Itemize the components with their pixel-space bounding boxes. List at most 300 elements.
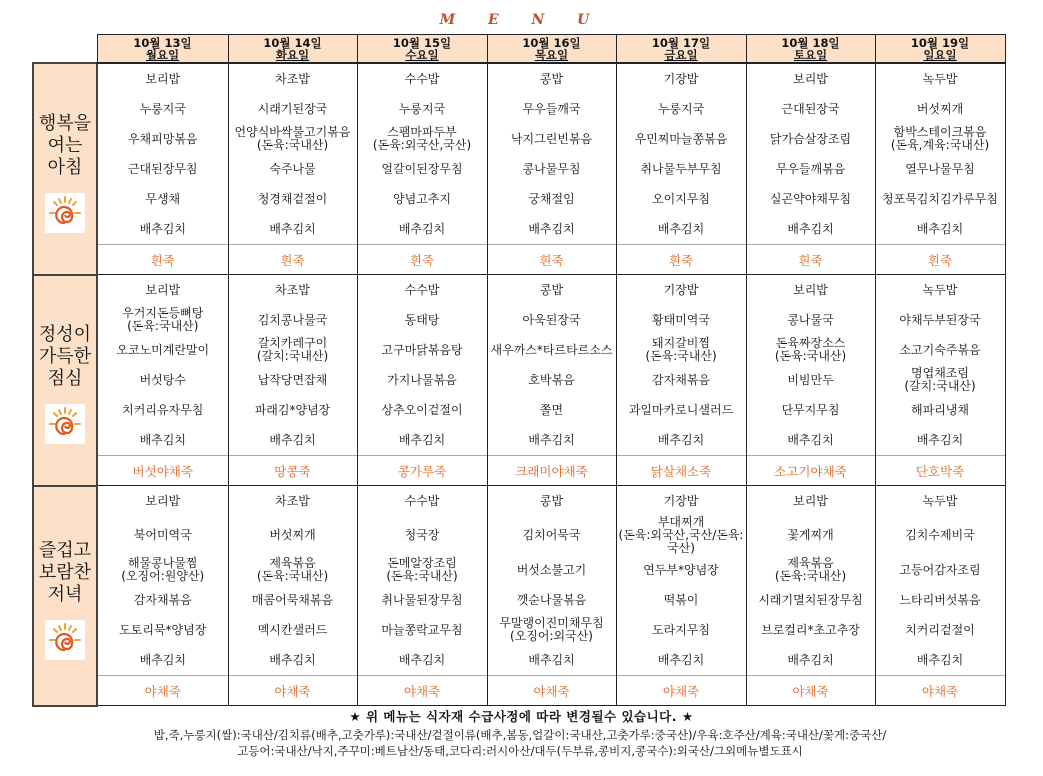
dish-name: 기장밥 <box>663 71 699 86</box>
menu-item <box>97 154 228 184</box>
day-date: 10월 13일 <box>133 35 192 50</box>
dish-name: 녹두밥 <box>922 282 958 297</box>
menu-item <box>875 486 1005 517</box>
menu-item <box>487 555 616 585</box>
menu-row <box>33 615 1005 645</box>
dish-name: 콩나물국 <box>787 312 834 327</box>
menu-item <box>97 395 228 425</box>
menu-item <box>97 516 228 555</box>
menu-item <box>616 214 746 245</box>
menu-item <box>228 615 357 645</box>
menu-item <box>487 275 616 306</box>
dish-name: 도라지무침 <box>652 622 710 637</box>
menu-item <box>228 214 357 245</box>
porridge-item: 야채죽 <box>875 676 1005 706</box>
menu-item <box>97 615 228 645</box>
dish-name: 돈메알장조림 <box>387 556 457 570</box>
dish-name: 치커리겉절이 <box>905 622 975 637</box>
dish-name: 우채피망볶음 <box>127 131 198 146</box>
dish-name: 취나물두부무침 <box>640 161 722 176</box>
menu-item <box>875 425 1005 456</box>
menu-item <box>746 154 875 184</box>
day-weekday: 토요일 <box>793 47 828 62</box>
origin-note: (오징어:원양산) <box>121 569 205 583</box>
dish-name: 함박스테이크볶음 <box>893 125 987 139</box>
menu-item <box>746 516 875 555</box>
porridge-item: 야채죽 <box>228 676 357 706</box>
dish-name: 근대된장국 <box>781 101 840 116</box>
day-weekday: 일요일 <box>923 47 957 62</box>
menu-row <box>33 94 1005 124</box>
menu-item <box>97 335 228 365</box>
menu-item <box>616 645 746 676</box>
menu-item <box>487 615 616 645</box>
menu-item <box>97 214 228 245</box>
menu-item <box>746 585 875 615</box>
menu-item <box>616 395 746 425</box>
menu-row <box>33 275 1005 306</box>
menu-item <box>357 275 487 306</box>
porridge-item: 닭살채소죽 <box>616 456 746 486</box>
menu-row <box>33 184 1005 214</box>
porridge-item: 흰죽 <box>616 245 746 275</box>
dish-name: 배추김치 <box>916 432 964 447</box>
menu-row <box>33 63 1005 94</box>
dish-name: 쫄면 <box>539 402 564 417</box>
dish-name: 배추김치 <box>528 652 575 667</box>
dish-name: 배추김치 <box>398 221 446 236</box>
menu-row <box>33 365 1005 395</box>
origin-line-1: 밥,죽,누룽지(쌀):국내산/김치류(배추,고춧가루):국내산/겉절이류(배추,봄동,얼갈이:국내산,고춧가루:중국산)/우육:호주산/계육:국내산/꽃게:중국산/ <box>153 728 887 742</box>
dish-name: 누룽지국 <box>398 101 446 116</box>
menu-item <box>357 395 487 425</box>
menu-item <box>616 305 746 335</box>
day-header <box>616 35 746 64</box>
dish-name: 보리밥 <box>793 493 828 508</box>
meal-label-line: 정성이 <box>38 324 92 345</box>
meal-label-cell <box>33 486 97 706</box>
dish-name: 깻순나물볶음 <box>516 592 587 607</box>
dish-name: 차조밥 <box>275 71 310 86</box>
dish-name: 버섯찌개 <box>916 101 964 116</box>
menu-item <box>616 275 746 306</box>
dish-name: 콩나물무침 <box>522 161 581 176</box>
dish-name: 배추김치 <box>269 221 316 236</box>
menu-item <box>357 585 487 615</box>
porridge-item: 야채죽 <box>97 676 228 706</box>
menu-item <box>97 124 228 154</box>
menu-item <box>487 645 616 676</box>
menu-item <box>616 365 746 395</box>
menu-item <box>746 305 875 335</box>
meal-label-line: 행복을 <box>38 112 92 134</box>
dish-name: 무생채 <box>145 191 181 206</box>
porridge-item: 야채죽 <box>616 676 746 706</box>
menu-item <box>875 94 1005 124</box>
dish-name: 호박볶음 <box>528 372 575 387</box>
menu-item <box>746 555 875 585</box>
menu-item <box>616 585 746 615</box>
sun-swirl-icon <box>45 404 85 444</box>
dish-name: 무우들깨볶음 <box>775 161 846 176</box>
dish-name: 차조밥 <box>275 493 310 508</box>
menu-item <box>357 516 487 555</box>
dish-name: 제육볶음 <box>269 556 316 570</box>
dish-name: 부대찌개 <box>657 515 705 529</box>
dish-name: 열무나물무침 <box>905 161 975 176</box>
porridge-item: 단호박죽 <box>875 456 1005 486</box>
menu-item <box>746 124 875 154</box>
menu-item <box>616 516 746 555</box>
dish-name: 황태미역국 <box>652 312 710 327</box>
menu-item <box>616 94 746 124</box>
menu-row <box>33 585 1005 615</box>
meal-label <box>34 532 96 606</box>
dish-name: 고등어감자조림 <box>899 562 981 577</box>
dish-name: 닭가슴살장조림 <box>769 131 852 146</box>
menu-item <box>97 486 228 517</box>
dish-name: 도토리묵*양념장 <box>119 622 207 637</box>
sun-swirl-icon <box>45 193 85 233</box>
menu-item <box>357 645 487 676</box>
porridge-item: 땅콩죽 <box>228 456 357 486</box>
dish-name: 버섯찌개 <box>269 528 316 542</box>
menu-item <box>487 214 616 245</box>
meal-label-line: 여는 <box>47 134 83 156</box>
porridge-item: 콩가루죽 <box>357 456 487 486</box>
menu-item <box>97 184 228 214</box>
day-header <box>746 35 875 64</box>
dish-name: 김치어묵국 <box>522 528 581 542</box>
dish-name: 돈육짜장소스 <box>775 336 846 350</box>
dish-name: 배추김치 <box>787 221 834 236</box>
menu-item <box>746 184 875 214</box>
menu-item <box>97 94 228 124</box>
menu-item <box>228 94 357 124</box>
dish-name: 보리밥 <box>793 282 828 297</box>
meal-label-line: 보람찬 <box>38 561 92 583</box>
menu-row <box>33 395 1005 425</box>
menu-item <box>746 486 875 517</box>
dish-name: 우민찌마늘쫑볶음 <box>634 131 728 146</box>
day-date: 10월 18일 <box>781 35 840 50</box>
origin-line-2: 고등어:국내산/낙지,주꾸미:베트남산/동태,코다리:러시아산/대두(두부류,콩비지,콩국수):외국산/그외메뉴별도표시 <box>237 744 803 758</box>
porridge-item: 소고기야채죽 <box>746 456 875 486</box>
menu-item <box>357 365 487 395</box>
dish-name: 수수밥 <box>404 282 440 297</box>
dish-name: 마늘쫑락교무침 <box>381 622 463 637</box>
dish-name: 스팸마파두부 <box>387 125 457 139</box>
day-header <box>875 35 1005 64</box>
dish-name: 배추김치 <box>916 652 964 667</box>
dish-name: 배추김치 <box>139 432 186 447</box>
day-date: 10월 15일 <box>392 35 452 50</box>
origin-note: (돈육:국내산) <box>774 349 847 363</box>
dish-name: 보리밥 <box>145 71 181 86</box>
menu-item <box>97 425 228 456</box>
day-weekday: 월요일 <box>145 47 180 62</box>
menu-item <box>875 615 1005 645</box>
dish-name: 녹두밥 <box>922 493 958 508</box>
menu-item <box>616 486 746 517</box>
day-weekday: 화요일 <box>275 47 310 62</box>
dish-name: 궁채절임 <box>528 191 575 206</box>
menu-item <box>616 124 746 154</box>
dish-name: 배추김치 <box>398 652 446 667</box>
dish-name: 비빔만두 <box>787 372 834 387</box>
porridge-item: 흰죽 <box>875 245 1005 275</box>
menu-item <box>746 395 875 425</box>
day-date: 10월 19일 <box>910 35 970 50</box>
porridge-row <box>33 245 1005 275</box>
menu-item <box>228 585 357 615</box>
dish-name: 감자채볶음 <box>652 372 710 387</box>
menu-item <box>228 425 357 456</box>
dish-name: 배추김치 <box>528 221 575 236</box>
dish-name: 차조밥 <box>275 282 310 297</box>
menu-item <box>875 154 1005 184</box>
dish-name: 수수밥 <box>404 493 440 508</box>
day-weekday: 수요일 <box>405 47 439 62</box>
porridge-item: 흰죽 <box>97 245 228 275</box>
dish-name: 배추김치 <box>657 652 705 667</box>
day-weekday: 금요일 <box>664 47 698 62</box>
dish-name: 돼지갈비찜 <box>652 336 710 350</box>
dish-name: 실곤약야채무침 <box>769 191 852 206</box>
dish-name: 얼갈이된장무침 <box>381 161 463 176</box>
origin-note: (갈치:국내산) <box>904 379 976 393</box>
porridge-item: 야채죽 <box>487 676 616 706</box>
dish-name: 버섯탕수 <box>139 372 186 387</box>
menu-item <box>228 154 357 184</box>
menu-item <box>228 275 357 306</box>
dish-name: 치커리유자무침 <box>122 402 204 417</box>
dish-name: 새우까스*타르타르소스 <box>490 342 613 357</box>
dish-name: 과일마카로니샐러드 <box>628 402 734 417</box>
origin-note: (오징어:외국산) <box>510 629 593 643</box>
porridge-row <box>33 456 1005 486</box>
porridge-item: 흰죽 <box>746 245 875 275</box>
day-date: 10월 14일 <box>263 35 322 50</box>
menu-row <box>33 425 1005 456</box>
day-date: 10월 16일 <box>522 35 581 50</box>
menu-item <box>746 63 875 94</box>
dish-name: 제육볶음 <box>787 556 834 570</box>
corner-cell <box>33 35 97 64</box>
porridge-item: 흰죽 <box>228 245 357 275</box>
dish-name: 배추김치 <box>657 221 705 236</box>
dish-name: 콩밥 <box>539 493 564 508</box>
menu-item <box>616 555 746 585</box>
dish-name: 청포묵김치김가루무침 <box>882 191 998 206</box>
menu-item <box>357 214 487 245</box>
origin-note: (갈치:국내산) <box>256 349 329 363</box>
origin-note: (돈육,계육:국내산) <box>890 138 990 152</box>
menu-item <box>228 124 357 154</box>
dish-name: 양념고추지 <box>393 191 451 206</box>
notice: ★ 위 메뉴는 식자재 수급사정에 따라 변경될수 있습니다. ★ <box>349 709 694 724</box>
dish-name: 낙지그린빈볶음 <box>510 131 593 146</box>
dish-name: 떡볶이 <box>663 592 699 607</box>
menu-item <box>97 275 228 306</box>
menu-item <box>357 486 487 517</box>
menu-item <box>357 615 487 645</box>
dish-name: 아욱된장국 <box>522 312 581 327</box>
dish-name: 배추김치 <box>528 432 575 447</box>
dish-name: 보리밥 <box>145 282 181 297</box>
menu-item <box>616 154 746 184</box>
menu-item <box>97 555 228 585</box>
origin-note: (돈육:국내산) <box>256 138 329 152</box>
menu-item <box>875 516 1005 555</box>
dish-name: 우거지돈등뼈탕 <box>122 306 204 320</box>
dish-name: 배추김치 <box>139 652 186 667</box>
menu-item <box>487 365 616 395</box>
dish-name: 브로컬리*초고추장 <box>761 622 860 637</box>
menu-item <box>746 214 875 245</box>
menu-row <box>33 486 1005 517</box>
origin-note: (돈육:국내산) <box>774 569 847 583</box>
dish-name: 느타리버섯볶음 <box>899 592 981 607</box>
menu-item <box>97 365 228 395</box>
dish-name: 무말랭이진미채무침 <box>499 616 604 630</box>
dish-name: 매콤어묵채볶음 <box>251 592 334 607</box>
menu-item <box>746 335 875 365</box>
dish-name: 누룽지국 <box>657 101 705 116</box>
dish-name: 해물콩나물찜 <box>127 556 198 570</box>
dish-name: 청경채겉절이 <box>257 191 328 206</box>
origin-note: (돈육:국내산) <box>256 569 329 583</box>
dish-name: 기장밥 <box>663 282 699 297</box>
menu-item <box>97 63 228 94</box>
dish-name: 배추김치 <box>916 221 964 236</box>
day-header <box>357 35 487 64</box>
menu-item <box>746 615 875 645</box>
menu-item <box>487 425 616 456</box>
origin-note: (돈육:국내산) <box>645 349 717 363</box>
porridge-row <box>33 676 1005 706</box>
menu-item <box>487 124 616 154</box>
menu-item <box>875 63 1005 94</box>
menu-row <box>33 335 1005 365</box>
menu-item <box>228 516 357 555</box>
menu-item <box>228 305 357 335</box>
day-header <box>487 35 616 64</box>
dish-name: 배추김치 <box>787 432 834 447</box>
menu-item <box>357 154 487 184</box>
dish-name: 보리밥 <box>145 493 181 508</box>
meal-label-line: 즐겁고 <box>38 539 92 561</box>
dish-name: 배추김치 <box>139 221 186 236</box>
day-weekday: 목요일 <box>534 47 569 62</box>
menu-item <box>746 645 875 676</box>
dish-name: 녹두밥 <box>922 71 958 86</box>
menu-item <box>875 555 1005 585</box>
dish-name: 파래김*양념장 <box>254 402 331 417</box>
menu-item <box>875 365 1005 395</box>
dish-name: 누룽지국 <box>139 101 186 116</box>
menu-item <box>487 94 616 124</box>
page-title: M E N U <box>439 12 604 28</box>
menu-item <box>875 585 1005 615</box>
dish-name: 시래기된장국 <box>257 101 328 116</box>
dish-name: 무우들깨국 <box>522 101 581 116</box>
menu-row <box>33 516 1005 555</box>
menu-item <box>357 555 487 585</box>
menu-item <box>746 365 875 395</box>
dish-name: 동태탕 <box>404 312 440 327</box>
meal-label-line: 가득한 <box>38 346 92 367</box>
meal-label-line: 점심 <box>47 368 83 389</box>
dish-name: 멕시칸샐러드 <box>257 622 328 637</box>
dish-name: 고구마닭볶음탕 <box>381 342 463 357</box>
menu-item <box>228 184 357 214</box>
dish-name: 보리밥 <box>793 71 828 86</box>
menu-item <box>97 645 228 676</box>
menu-item <box>357 425 487 456</box>
dish-name: 숙주나물 <box>269 161 316 176</box>
dish-name: 북어미역국 <box>133 528 192 542</box>
menu-item <box>357 124 487 154</box>
dish-name: 꽃게찌개 <box>787 528 834 542</box>
menu-item <box>228 63 357 94</box>
menu-item <box>487 486 616 517</box>
menu-item <box>228 365 357 395</box>
dish-name: 근대된장무침 <box>127 161 198 176</box>
day-header <box>97 35 228 64</box>
menu-item <box>487 335 616 365</box>
menu-item <box>875 645 1005 676</box>
menu-row <box>33 305 1005 335</box>
menu-item <box>357 94 487 124</box>
dish-name: 배추김치 <box>398 432 446 447</box>
meal-label-line: 아침 <box>47 156 83 178</box>
meal-label <box>34 105 96 179</box>
menu-item <box>228 645 357 676</box>
menu-item <box>487 516 616 555</box>
menu-item <box>97 585 228 615</box>
menu-item <box>746 94 875 124</box>
dish-name: 배추김치 <box>269 652 316 667</box>
dish-name: 연두부*양념장 <box>643 562 719 577</box>
dish-name: 오코노미계란말이 <box>116 342 210 357</box>
menu-item <box>228 395 357 425</box>
menu-item <box>616 425 746 456</box>
dish-name: 배추김치 <box>269 432 316 447</box>
menu-item <box>875 305 1005 335</box>
menu-item <box>487 585 616 615</box>
dish-name: 수수밥 <box>404 71 440 86</box>
weekly-menu-table <box>32 34 1006 707</box>
porridge-item: 버섯야채죽 <box>97 456 228 486</box>
porridge-item: 흰죽 <box>487 245 616 275</box>
menu-row <box>33 124 1005 154</box>
dish-name: 김치수제비국 <box>905 528 975 542</box>
menu-item <box>875 214 1005 245</box>
origin-note: (돈육:국내산) <box>386 569 458 583</box>
menu-item <box>875 275 1005 306</box>
porridge-item: 크래미야채죽 <box>487 456 616 486</box>
dish-name: 야채두부된장국 <box>899 312 981 327</box>
dish-name: 배추김치 <box>657 432 705 447</box>
menu-item <box>228 555 357 585</box>
dish-name: 언양식바싹불고기볶음 <box>234 125 351 139</box>
porridge-item: 흰죽 <box>357 245 487 275</box>
meal-label <box>34 316 96 390</box>
dish-name: 배추김치 <box>787 652 834 667</box>
porridge-item: 야채죽 <box>357 676 487 706</box>
menu-item <box>97 305 228 335</box>
